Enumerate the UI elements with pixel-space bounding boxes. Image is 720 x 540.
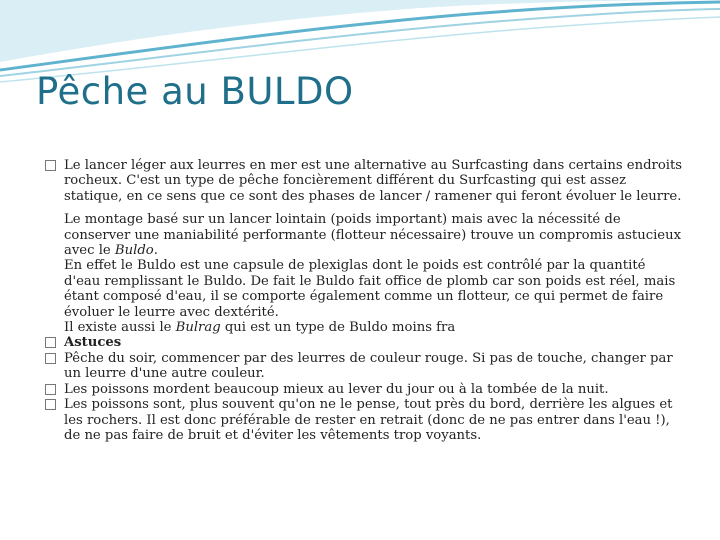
list-item xyxy=(44,382,684,397)
list-item xyxy=(44,351,684,382)
checkbox-bullet-icon xyxy=(45,337,56,348)
tip-text: Les poissons sont, plus souvent qu'on ne le pense, tout près du bord, derrière les algues et les rochers. Il est donc préférable de rester en retrait (donc de ne pas entrer dans l'eau !), de ne pas faire de bruit et d'éviter les vêtements trop voyants. xyxy=(64,397,673,443)
checkbox-bullet-icon xyxy=(45,384,56,395)
checkbox-bullet-icon xyxy=(45,160,56,171)
tip-text: Pêche du soir, commencer par des leurres de couleur rouge. Si pas de touche, changer par un leurre d'une autre couleur. xyxy=(64,350,673,382)
astuces-heading: Astuces xyxy=(64,335,122,351)
slide-body xyxy=(44,158,684,443)
checkbox-bullet-icon xyxy=(45,353,56,364)
bulrag-paragraph: Il existe aussi le Bulrag qui est un type de Buldo moins fra xyxy=(64,320,456,336)
buldo-description xyxy=(44,212,684,335)
intro-paragraph: Le lancer léger aux leurres en mer est une alternative au Surfcasting dans certains endroits rocheux. C'est un type de pêche foncièrement différent du Surfcasting qui est assez statique, en ce sens que ce sont des phases de lancer / ramener qui feront évoluer le leurre. xyxy=(64,158,683,204)
montage-paragraph: Le montage basé sur un lancer lointain (poids important) mais avec la nécessité de conserver une maniabilité performante (flotteur nécessaire) trouve un compromis astucieux avec le Buldo. xyxy=(64,212,682,259)
slide-title: Pêche au BULDO xyxy=(36,70,354,113)
list-item xyxy=(44,335,684,350)
buldo-paragraph: En effet le Buldo est une capsule de plexiglas dont le poids est contrôlé par la quantité d'eau remplissant le Buldo. De fait le Buldo fait office de plomb car son poids est réel, mais étant composé d'eau, il se comporte également comme un flotteur, ce qui permet de faire évoluer le leurre avec dextérité. xyxy=(64,258,676,320)
tip-text: Les poissons mordent beaucoup mieux au lever du jour ou à la tombée de la nuit. xyxy=(64,381,609,397)
list-item xyxy=(44,158,684,204)
list-item xyxy=(44,397,684,443)
checkbox-bullet-icon xyxy=(45,399,56,410)
